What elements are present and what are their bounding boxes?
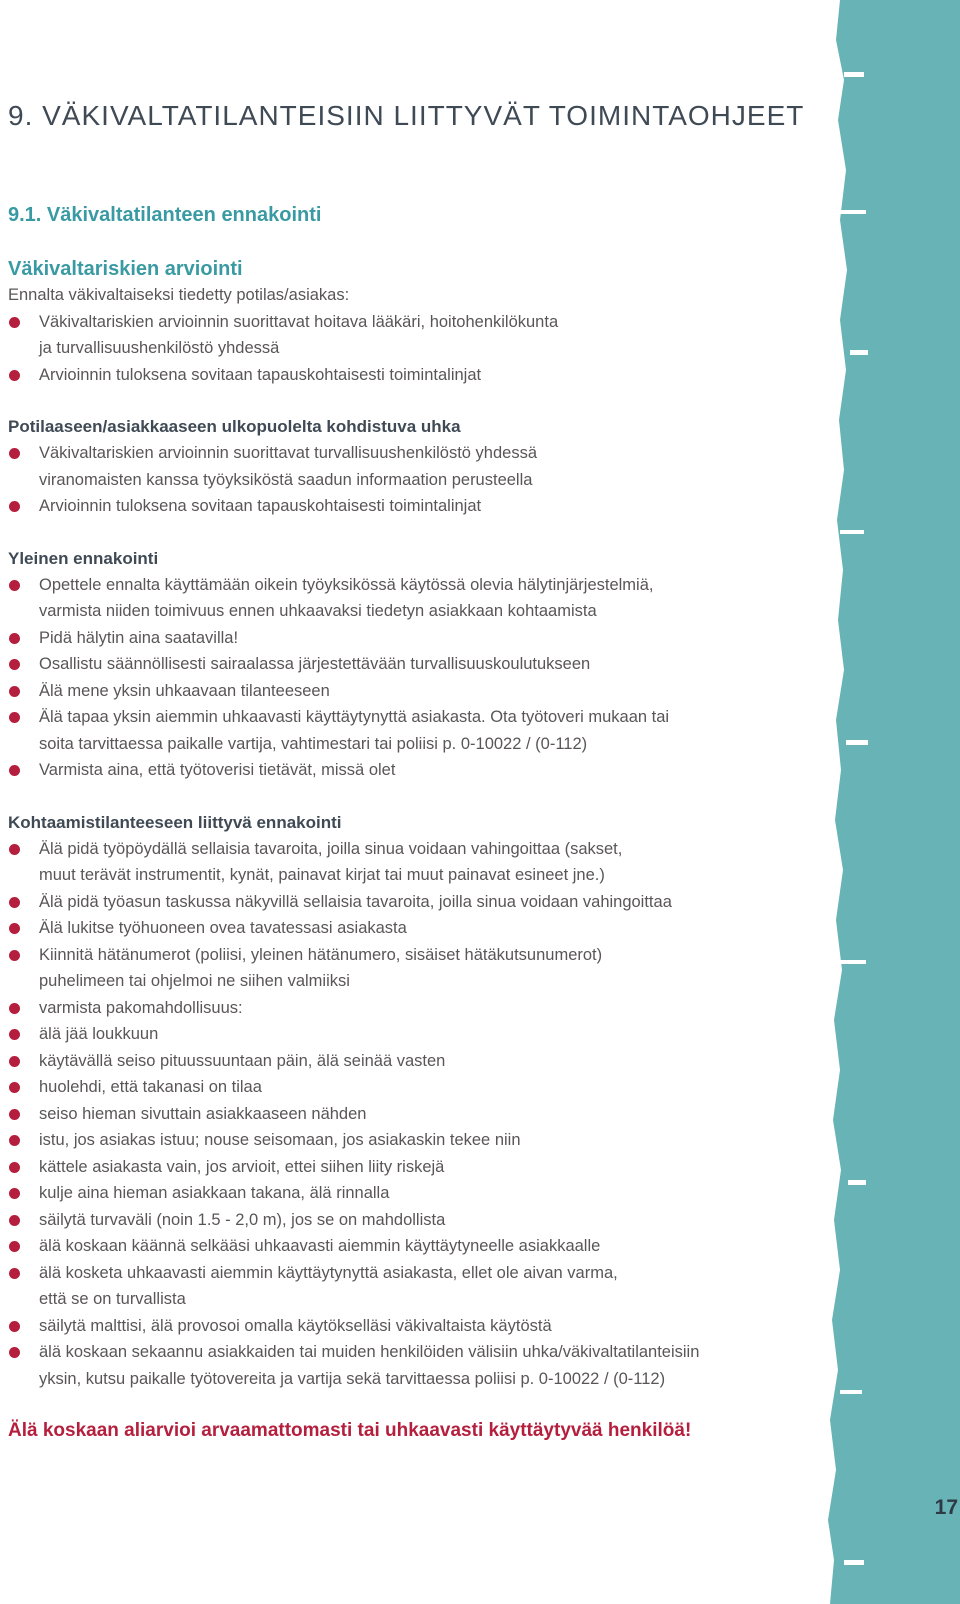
list-item: Älä pidä työasun taskussa näkyvillä sellaisia tavaroita, joilla sinua voidaan vahingoittaa	[8, 889, 798, 916]
list-item: Kiinnitä hätänumerot (poliisi, yleinen hätänumero, sisäiset hätäkutsunumerot) puhelimeen tai ohjelmoi ne siihen valmiiksi	[8, 942, 798, 995]
list-item: kättele asiakasta vain, jos arvioit, ettei siihen liity riskejä	[8, 1154, 798, 1181]
bullet-dot-icon	[9, 501, 20, 512]
bullet-dot-icon	[9, 1241, 20, 1252]
bullet-dot-icon	[9, 448, 20, 459]
general-section	[8, 546, 798, 784]
list-item: säilytä malttisi, älä provosoi omalla käytökselläsi väkivaltaista käytöstä	[8, 1313, 798, 1340]
bullet-dot-icon	[9, 1188, 20, 1199]
encounter-section	[8, 810, 798, 1393]
bullet-dot-icon	[9, 659, 20, 670]
bullet-dot-icon	[9, 712, 20, 723]
risk-assessment-intro: Ennalta väkivaltaiseksi tiedetty potilas/asiakas:	[8, 286, 350, 304]
bullet-dot-icon	[9, 1347, 20, 1358]
bullet-dot-icon	[9, 897, 20, 908]
bullet-dot-icon	[9, 1215, 20, 1226]
bullet-dot-icon	[9, 1109, 20, 1120]
page-number: 17	[934, 1496, 958, 1519]
bullet-dot-icon	[9, 370, 20, 381]
list-item: Opettele ennalta käyttämään oikein työyksikössä käytössä olevia hälytinjärjestelmiä, varmista niiden toimivuus ennen uhkaavaksi tiedetyn asiakkaan kohtaamista	[8, 572, 798, 625]
bullet-dot-icon	[9, 950, 20, 961]
list-item: älä koskaan käännä selkääsi uhkaavasti aiemmin käyttäytyneelle asiakkaalle	[8, 1233, 798, 1260]
chapter-title: 9. VÄKIVALTATILANTEISIIN LIITTYVÄT TOIMINTAOHJEET	[8, 100, 805, 131]
list-item: Arvioinnin tuloksena sovitaan tapauskohtaisesti toimintalinjat	[8, 493, 798, 520]
list-item: Väkivaltariskien arvioinnin suorittavat hoitava lääkäri, hoitohenkilökunta ja turvallisuushenkilöstö yhdessä	[8, 309, 798, 362]
list-item: älä koskaan sekaannu asiakkaiden tai muiden henkilöiden välisiin uhka/väkivaltatilanteisiin yksin, kutsu paikalle työtovereita ja vartija sekä tarvittaessa poliisi p. 0-10022 / (0-112)	[8, 1339, 798, 1392]
bullet-dot-icon	[9, 1162, 20, 1173]
warning-text: Älä koskaan aliarvioi arvaamattomasti tai uhkaavasti käyttäytyvää henkilöä!	[8, 1420, 692, 1441]
list-item: huolehdi, että takanasi on tilaa	[8, 1074, 798, 1101]
section-title: 9.1. Väkivaltatilanteen ennakointi	[8, 204, 322, 226]
list-item: Arvioinnin tuloksena sovitaan tapauskohtaisesti toimintalinjat	[8, 362, 798, 389]
bullet-dot-icon	[9, 633, 20, 644]
external-threat-title: Potilaaseen/asiakkaaseen ulkopuolelta kohdistuva uhka	[8, 417, 461, 436]
list-item: älä kosketa uhkaavasti aiemmin käyttäytynyttä asiakasta, ellet ole aivan varma, että se on turvallista	[8, 1260, 798, 1313]
decorative-side-band	[810, 0, 960, 1604]
encounter-title: Kohtaamistilanteeseen liittyvä ennakointi	[8, 812, 342, 832]
list-item: Varmista aina, että työtoverisi tietävät, missä olet	[8, 757, 798, 784]
list-item: varmista pakomahdollisuus:	[8, 995, 798, 1022]
bullet-dot-icon	[9, 1056, 20, 1067]
content-area	[8, 200, 798, 1444]
bullet-dot-icon	[9, 580, 20, 591]
list-item: Älä mene yksin uhkaavaan tilanteeseen	[8, 678, 798, 705]
list-item: Väkivaltariskien arvioinnin suorittavat turvallisuushenkilöstö yhdessä viranomaisten kanssa työyksiköstä saadun informaation perusteella	[8, 440, 798, 493]
bullet-dot-icon	[9, 1082, 20, 1093]
risk-assessment-title: Väkivaltariskien arviointi	[8, 258, 243, 280]
list-item: Osallistu säännöllisesti sairaalassa järjestettävään turvallisuuskoulutukseen	[8, 651, 798, 678]
bullet-dot-icon	[9, 765, 20, 776]
list-item: Älä lukitse työhuoneen ovea tavatessasi asiakasta	[8, 915, 798, 942]
bullet-dot-icon	[9, 1321, 20, 1332]
bullet-dot-icon	[9, 1268, 20, 1279]
bullet-dot-icon	[9, 923, 20, 934]
bullet-dot-icon	[9, 844, 20, 855]
risk-assessment-section	[8, 256, 798, 388]
list-item: Älä pidä työpöydällä sellaisia tavaroita, joilla sinua voidaan vahingoittaa (sakset, muut terävät instrumentit, kynät, painavat kirjat tai muut painavat esineet jne.)	[8, 836, 798, 889]
list-item: seiso hieman sivuttain asiakkaaseen nähden	[8, 1101, 798, 1128]
list-item: istu, jos asiakas istuu; nouse seisomaan, jos asiakaskin tekee niin	[8, 1127, 798, 1154]
general-title: Yleinen ennakointi	[8, 548, 159, 568]
list-item: kulje aina hieman asiakkaan takana, älä rinnalla	[8, 1180, 798, 1207]
bullet-dot-icon	[9, 1003, 20, 1014]
list-item: Älä tapaa yksin aiemmin uhkaavasti käyttäytynyttä asiakasta. Ota työtoveri mukaan tai soita tarvittaessa paikalle vartija, vahtimestari tai poliisi p. 0-10022 / (0-112)	[8, 704, 798, 757]
list-item: älä jää loukkuun	[8, 1021, 798, 1048]
list-item: säilytä turvaväli (noin 1.5 - 2,0 m), jos se on mahdollista	[8, 1207, 798, 1234]
bullet-dot-icon	[9, 317, 20, 328]
bullet-dot-icon	[9, 686, 20, 697]
bullet-dot-icon	[9, 1135, 20, 1146]
list-item: Pidä hälytin aina saatavilla!	[8, 625, 798, 652]
list-item: käytävällä seiso pituussuuntaan päin, älä seinää vasten	[8, 1048, 798, 1075]
external-threat-section	[8, 414, 798, 520]
bullet-dot-icon	[9, 1029, 20, 1040]
